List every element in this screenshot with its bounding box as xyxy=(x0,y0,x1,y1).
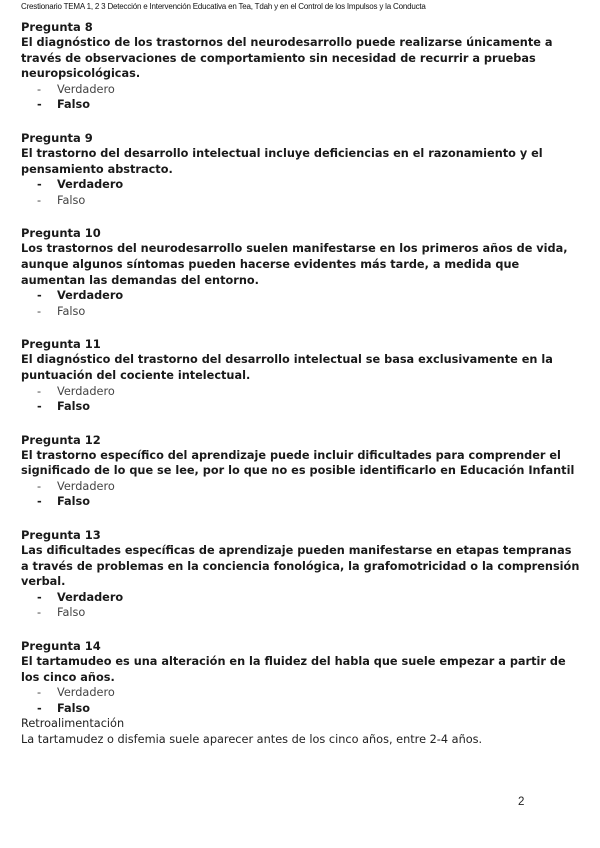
dash-bullet: - xyxy=(37,686,42,700)
dash-bullet: - xyxy=(37,289,42,303)
answer-options xyxy=(21,82,581,113)
question-text: El tartamudeo es una alteración en la fluidez del habla que suele empezar a partir de los cinco años. xyxy=(21,655,566,684)
feedback-text: La tartamudez o disfemia suele aparecer antes de los cinco años, entre 2-4 años. xyxy=(21,733,483,746)
answer-label: Falso xyxy=(57,193,86,207)
answer-label: Falso xyxy=(57,98,91,112)
question-title: Pregunta 12 xyxy=(21,432,101,447)
page-number: 2 xyxy=(518,796,525,808)
answer-options xyxy=(21,384,581,415)
correct-answer-option xyxy=(21,399,581,415)
dash-bullet: - xyxy=(37,590,42,604)
answer-label: Verdadero xyxy=(57,686,115,700)
answer-option xyxy=(21,304,581,320)
dash-bullet: - xyxy=(37,384,42,398)
question-block xyxy=(21,226,581,319)
answer-option xyxy=(21,193,581,209)
question-text: El diagnóstico de los trastornos del neurodesarrollo puede realizarse únicamente a través de observaciones de comportamiento sin necesidad de recurrir a pruebas neuropsicológicas. xyxy=(21,36,553,81)
question-block xyxy=(21,131,581,208)
answer-label: Verdadero xyxy=(57,289,124,303)
question-text: El trastorno específico del aprendizaje puede incluir dificultades para comprender el significado de lo que se lee, por lo que no es posible identificarlo en Educación Infantil xyxy=(21,448,575,478)
correct-answer-option xyxy=(21,494,581,510)
feedback-title: Retroalimentación xyxy=(21,717,125,731)
question-text: Las dificultades específicas de aprendizaje pueden manifestarse en etapas tempranas a través de problemas en la conciencia fonológica, la grafomotricidad o la comprensión verbal. xyxy=(21,544,580,589)
question-block xyxy=(21,639,581,748)
answer-label: Verdadero xyxy=(57,590,124,604)
answer-label: Falso xyxy=(57,400,91,414)
answer-label: Falso xyxy=(57,304,86,318)
dash-bullet: - xyxy=(37,98,42,112)
correct-answer-option xyxy=(21,97,581,113)
question-title: Pregunta 11 xyxy=(21,337,101,352)
answer-option xyxy=(21,605,581,621)
correct-answer-option xyxy=(21,590,581,606)
question-title: Pregunta 10 xyxy=(21,226,101,241)
answer-option xyxy=(21,685,581,701)
question-title: Pregunta 14 xyxy=(21,639,101,654)
dash-bullet: - xyxy=(37,193,42,207)
answer-label: Falso xyxy=(57,495,91,509)
answer-label: Verdadero xyxy=(57,479,115,493)
answer-options xyxy=(21,685,581,716)
correct-answer-option xyxy=(21,177,581,193)
question-list xyxy=(21,20,581,766)
question-block xyxy=(21,433,581,510)
dash-bullet: - xyxy=(37,400,42,414)
question-block xyxy=(21,337,581,414)
dash-bullet: - xyxy=(37,606,42,620)
answer-options xyxy=(21,590,581,621)
dash-bullet: - xyxy=(37,178,42,192)
answer-options xyxy=(21,288,581,319)
answer-option xyxy=(21,82,581,98)
correct-answer-option xyxy=(21,701,581,717)
question-text: El diagnóstico del trastorno del desarrollo intelectual se basa exclusivamente en la puntuación del cociente intelectual. xyxy=(21,353,553,382)
question-block xyxy=(21,528,581,621)
question-text: El trastorno del desarrollo intelectual incluye deficiencias en el razonamiento y el pensamiento abstracto. xyxy=(21,146,543,176)
dash-bullet: - xyxy=(37,701,42,715)
question-text: Los trastornos del neurodesarrollo suelen manifestarse en los primeros años de vida, aunque algunos síntomas pueden hacerse evidentes más tarde, a medida que aumentan las demandas del entorno. xyxy=(21,242,568,287)
answer-label: Falso xyxy=(57,701,91,715)
answer-option xyxy=(21,384,581,400)
correct-answer-option xyxy=(21,288,581,304)
answer-label: Verdadero xyxy=(57,82,115,96)
dash-bullet: - xyxy=(37,304,42,318)
dash-bullet: - xyxy=(37,479,42,493)
question-title: Pregunta 9 xyxy=(21,130,93,145)
question-title: Pregunta 8 xyxy=(21,20,93,34)
document-header: Crestionario TEMA 1, 2 3 Detección e Intervención Educativa en Tea, Tdah y en el Control de los Impulsos y la Conducta xyxy=(21,2,426,11)
dash-bullet: - xyxy=(37,495,42,509)
answer-label: Verdadero xyxy=(57,178,124,192)
answer-options xyxy=(21,479,581,510)
answer-label: Falso xyxy=(57,606,86,620)
question-block xyxy=(21,20,581,113)
answer-option xyxy=(21,479,581,495)
dash-bullet: - xyxy=(37,82,42,96)
question-title: Pregunta 13 xyxy=(21,528,101,543)
answer-options xyxy=(21,177,581,208)
answer-label: Verdadero xyxy=(57,384,115,398)
